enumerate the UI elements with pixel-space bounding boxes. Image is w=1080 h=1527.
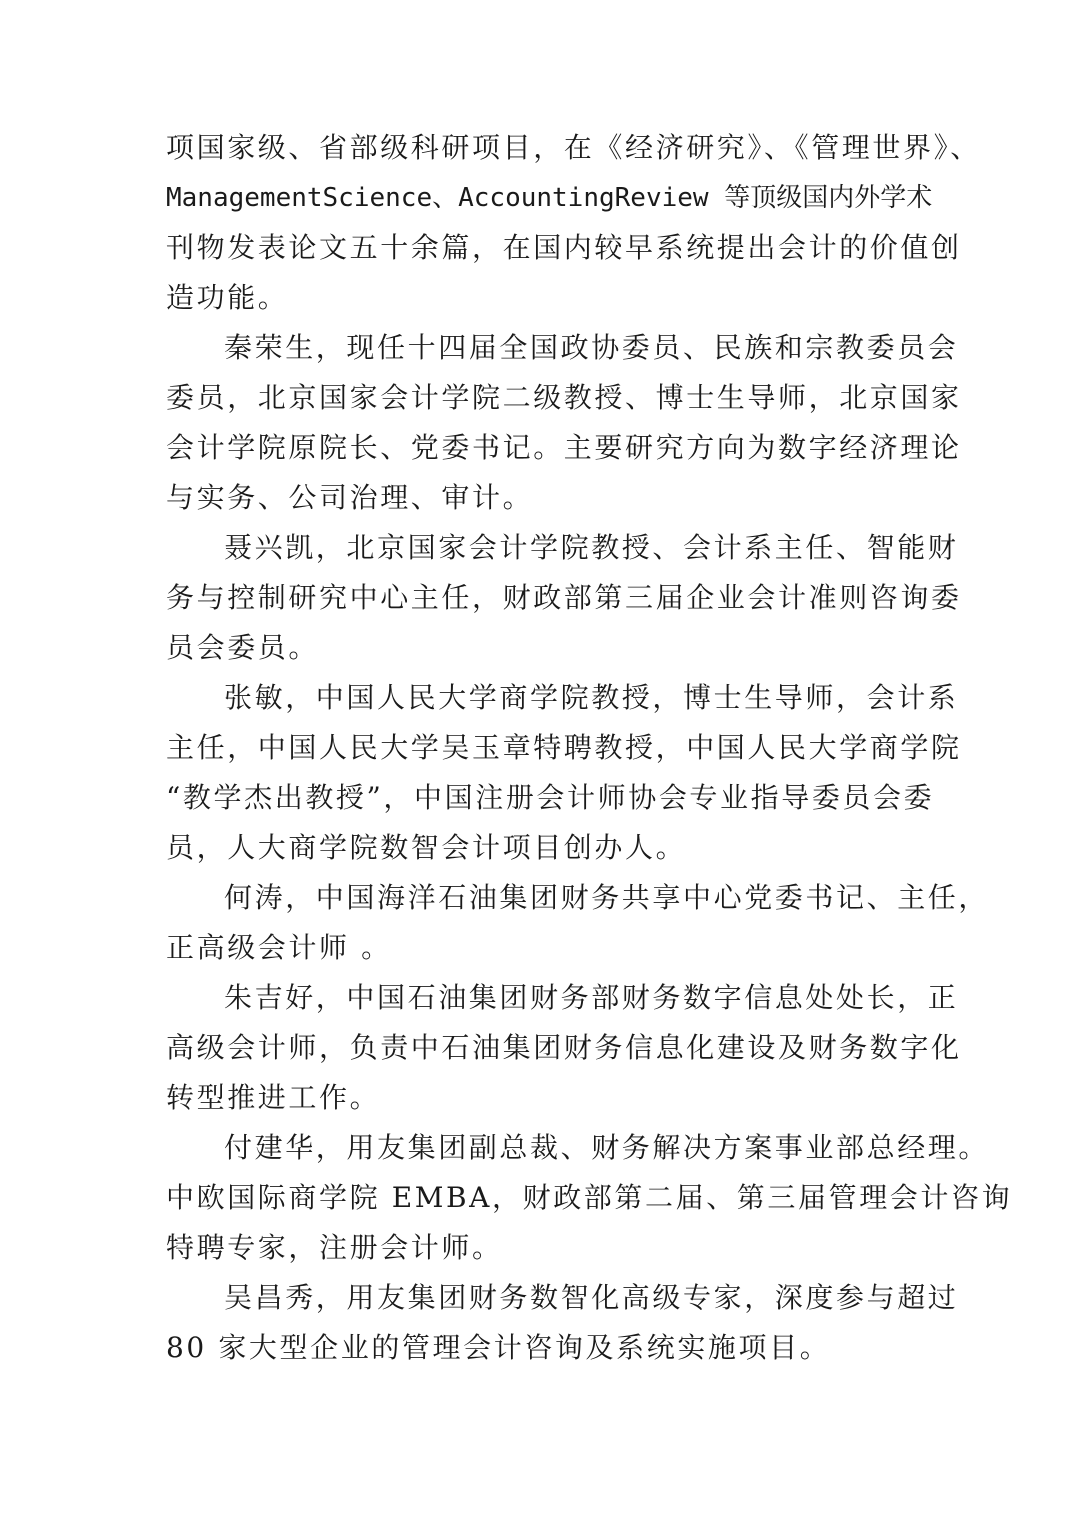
text-line: 朱吉好，中国石油集团财务部财务数字信息处处长，正 [224,981,959,1014]
text-line: 项国家级、省部级科研项目，在《经济研究》、《管理世界》、 [166,131,981,164]
text-line: ManagementScience、AccountingReview 等顶级国内外学术 [166,183,933,213]
paragraph-zhu-jihao [166,973,962,1123]
text-line: 刊物发表论文五十余篇，在国内较早系统提出会计的价值创 [166,231,962,264]
text-line: 付建华，用友集团副总裁、财务解决方案事业部总经理。 [224,1131,990,1164]
text-line: 会计学院原院长、党委书记。主要研究方向为数字经济理论 [166,431,962,464]
paragraph-zhang-min [166,673,962,873]
text-line: 主任，中国人民大学吴玉章特聘教授，中国人民大学商学院 [166,731,962,764]
text-line: 正高级会计师 。 [166,931,392,964]
text-line: 转型推进工作。 [166,1081,381,1114]
paragraph-wu-changxiu [166,1273,959,1373]
text-line: 吴昌秀，用友集团财务数智化高级专家，深度参与超过 [224,1281,959,1314]
document-body [166,123,1013,1373]
text-line: 委员，北京国家会计学院二级教授、博士生导师，北京国家 [166,381,962,414]
text-line: 造功能。 [166,281,289,314]
text-line: 与实务、公司治理、审计。 [166,481,534,514]
paragraph-fu-jianhua [166,1123,1013,1273]
text-line: 高级会计师，负责中石油集团财务信息化建设及财务数字化 [166,1031,962,1064]
text-line: 聂兴凯，北京国家会计学院教授、会计系主任、智能财 [224,531,959,564]
text-line: 务与控制研究中心主任，财政部第三届企业会计准则咨询委 [166,581,962,614]
text-line: 80 家大型企业的管理会计咨询及系统实施项目。 [166,1331,831,1364]
text-line: 何涛，中国海洋石油集团财务共享中心党委书记、主任， [224,881,990,914]
text-line: 员，人大商学院数智会计项目创办人。 [166,831,687,864]
text-line: 中欧国际商学院 EMBA，财政部第二届、第三届管理会计咨询 [166,1181,1013,1214]
paragraph-qin-rongsheng [166,323,962,523]
paragraph-he-tao [166,873,990,973]
text-line: 秦荣生，现任十四届全国政协委员、民族和宗教委员会 [224,331,959,364]
text-line: “教学杰出教授”，中国注册会计师协会专业指导委员会委 [166,781,935,814]
paragraph-intro-continued [166,123,981,323]
paragraph-nie-xingkai [166,523,962,673]
text-line: 特聘专家，注册会计师。 [166,1231,503,1264]
text-line: 张敏，中国人民大学商学院教授，博士生导师，会计系 [224,681,959,714]
text-line: 员会委员。 [166,631,320,664]
